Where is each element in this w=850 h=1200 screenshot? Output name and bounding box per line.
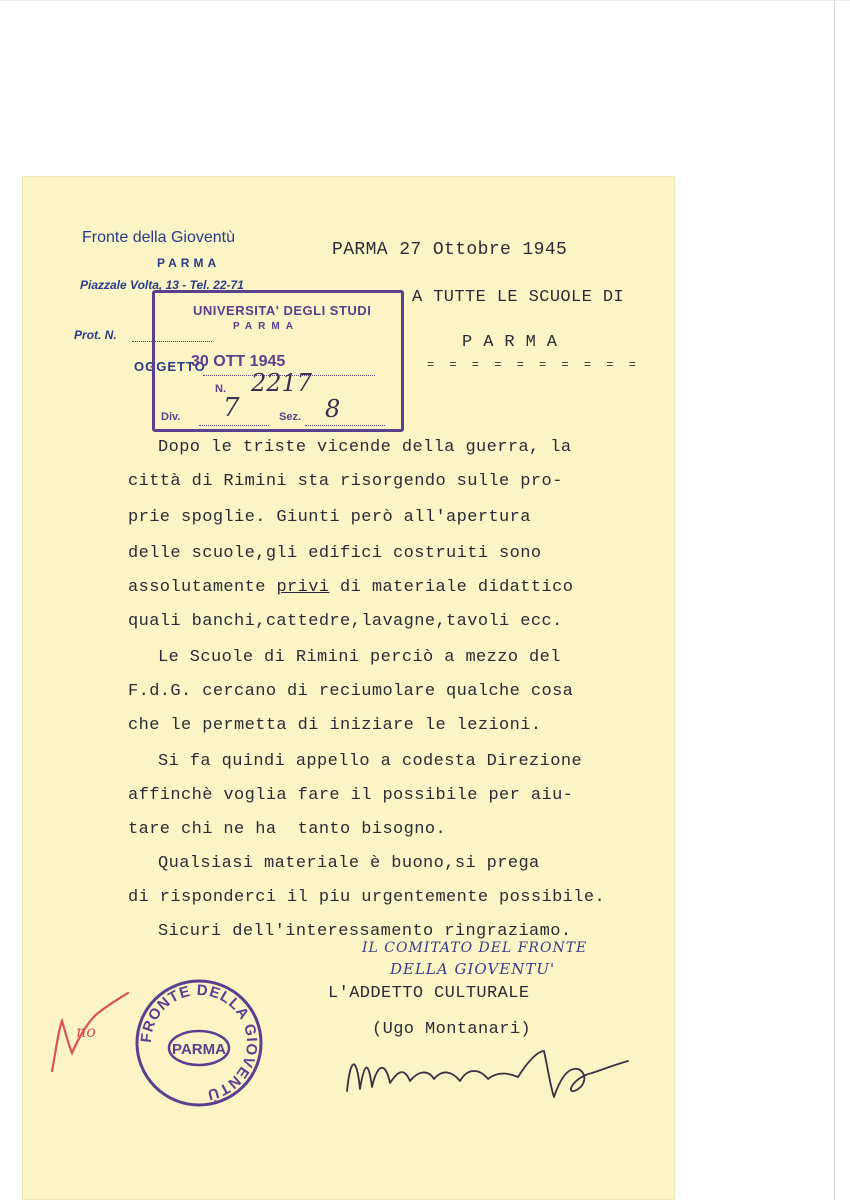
letter-page — [22, 176, 675, 1200]
stamp-sez-value: 8 — [325, 395, 341, 423]
body-line: città di Rimini sta risorgendo sulle pro- — [128, 472, 563, 491]
stamp-date: 30 OTT 1945 — [191, 353, 286, 370]
body-text-segment: di materiale didattico — [329, 578, 574, 597]
recipient-line-1: A TUTTE LE SCUOLE DI — [412, 288, 625, 307]
body-line: affinchè voglia fare il possibile per aiu- — [128, 786, 574, 805]
body-line: prie spoglie. Giunti però all'apertura — [128, 508, 531, 527]
body-line — [128, 578, 573, 597]
letterhead-city: PARMA — [157, 256, 221, 270]
signatory-name: (Ugo Montanari) — [372, 1020, 532, 1039]
body-line: Qualsiasi materiale è buono,si prega — [158, 854, 540, 873]
red-pencil-mark — [42, 991, 132, 1081]
handwritten-comitato-line-1: IL COMITATO DEL FRONTE — [362, 940, 588, 956]
scan-edge-top — [0, 0, 850, 1]
recipient-underline: = = = = = = = = = = — [427, 358, 640, 372]
letterhead-oggetto-label: OGGETTO — [134, 359, 206, 374]
stamp-sez-line — [305, 425, 385, 426]
body-line: Sicuri dell'interessamento ringraziamo. — [158, 922, 572, 941]
body-line: F.d.G. cercano di reciumolare qualche cosa — [128, 682, 574, 701]
stamp-institution: UNIVERSITA' DEGLI STUDI — [193, 303, 372, 318]
stamp-n-value: 2217 — [251, 369, 313, 397]
body-line: che le permetta di iniziare le lezioni. — [128, 716, 542, 735]
handwritten-comitato-line-2: DELLA GIOVENTU' — [390, 960, 556, 978]
body-line: Dopo le triste vicende della guerra, la — [158, 438, 572, 457]
body-line: quali banchi,cattedre,lavagne,tavoli ecc. — [128, 612, 563, 631]
stamp-div-line — [199, 425, 269, 426]
body-line: delle scuole,gli edifici costruiti sono — [128, 544, 542, 563]
round-organization-stamp — [132, 976, 266, 1110]
body-line: tare chi ne ha tanto bisogno. — [128, 820, 447, 839]
stamp-sez-label: Sez. — [279, 411, 302, 423]
scan-edge-right — [834, 0, 835, 1200]
body-line: di risponderci il piu urgentemente possibile. — [128, 888, 606, 907]
stamp-div-label: Div. — [161, 411, 181, 423]
university-receipt-stamp — [152, 290, 404, 432]
pencil-mark-text: no — [76, 1022, 96, 1041]
stamp-n-label: N. — [215, 383, 226, 395]
body-line: Si fa quindi appello a codesta Direzione — [158, 752, 583, 771]
round-stamp-outer-text: FRONTE DELLA GIOVENTÙ — [137, 981, 261, 1104]
letterhead-org-name: Fronte della Gioventù — [82, 229, 235, 246]
signature-text: Montanari Ugo — [342, 1109, 350, 1110]
stamp-div-value: 7 — [223, 393, 240, 423]
body-line: Le Scuole di Rimini perciò a mezzo del — [158, 648, 561, 667]
letterhead-address: Piazzale Volta, 13 - Tel. 22-71 — [80, 278, 244, 292]
round-stamp-inner-text: PARMA — [172, 1041, 226, 1058]
handwritten-signature — [342, 1021, 642, 1111]
underlined-word: privi — [276, 578, 330, 597]
body-text-segment: assolutamente — [128, 578, 277, 597]
signatory-role: L'ADDETTO CULTURALE — [328, 984, 530, 1003]
date-line: PARMA 27 Ottobre 1945 — [332, 240, 568, 260]
stamp-city: PARMA — [233, 321, 299, 332]
letterhead-prot-label: Prot. N. — [74, 328, 117, 342]
recipient-line-2: PARMA — [462, 333, 569, 352]
